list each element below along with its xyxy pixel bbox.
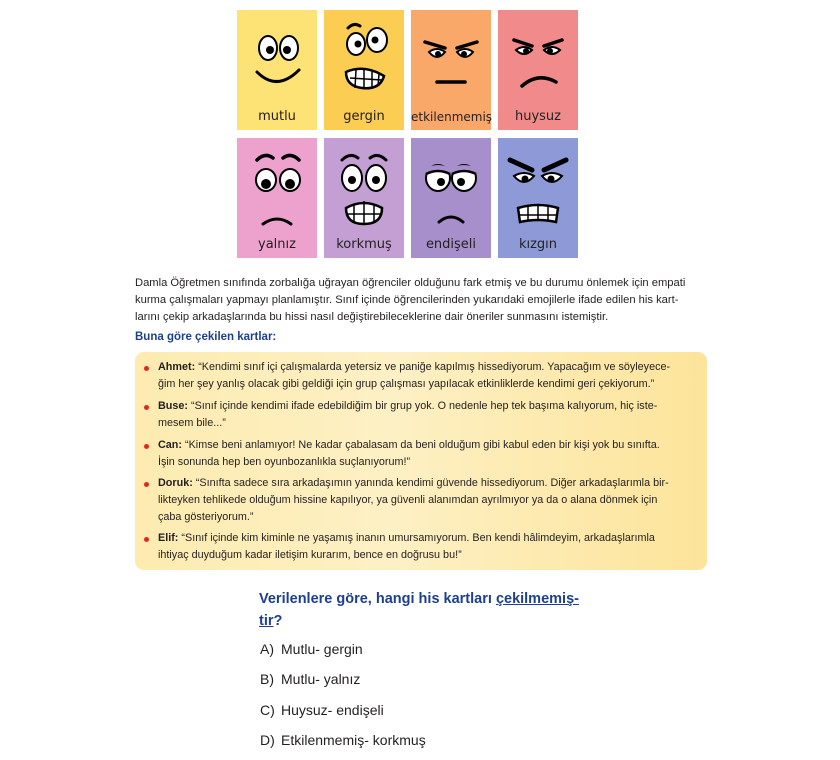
statement-can [158, 437, 700, 471]
statement-text: “Kendimi sınıf içi çalışmalarda yetersiz ve paniğe kapılmış hissediyorum. Yapacağım ve söyleyece- [198, 361, 671, 373]
emotion-cards-grid [237, 10, 577, 260]
bullet-icon [144, 444, 149, 449]
bullet-icon [144, 482, 149, 487]
option-letter: B) [260, 671, 274, 687]
card-huysuz [498, 10, 578, 130]
card-yalniz [237, 138, 317, 258]
bullet-icon [144, 537, 149, 542]
option-text: Etkilenmemiş- korkmuş [281, 732, 426, 748]
statement-elif [158, 530, 700, 564]
option-a[interactable] [260, 641, 363, 657]
cards-heading: Buna göre çekilen kartlar: [135, 331, 277, 343]
statement-text: çaba gösteriyorum.” [158, 511, 254, 523]
card-korkmus [324, 138, 404, 258]
card-label: endişeli [425, 237, 477, 252]
speaker-name: Buse: [158, 400, 188, 412]
speaker-name: Doruk: [158, 477, 193, 489]
statement-text: “Sınıf içinde kim kiminle ne yaşamış inanın umursamıyorum. Ben kendi hâlimdeyim, arkadaşlarımla [181, 532, 655, 544]
statement-text: “Sınıf içinde kendimi ifade edebildiğim bir grup yok. O nedenle hep tek başıma kalıyorum, hiç iste- [191, 400, 658, 412]
statement-text: “Sınıfta sadece sıra arkadaşımın yanında kendimi güvende hissediyorum. Diğer arkadaşlarımla bir- [195, 477, 669, 489]
question-text [259, 588, 581, 632]
card-kizgin [498, 138, 578, 258]
option-text: Huysuz- endişeli [281, 702, 384, 718]
speaker-name: Elif: [158, 532, 179, 544]
option-text: Mutlu- yalnız [281, 671, 361, 687]
card-etkilenmemis [411, 10, 491, 130]
card-mutlu [237, 10, 317, 130]
statement-text: ğim her şey yanlış olacak gibi geldiği için grup çalışması yapılacak etkinliklerde kendimi geri çekiyorum.” [158, 378, 655, 390]
card-label: huysuz [514, 109, 561, 124]
speaker-name: Can: [158, 439, 182, 451]
option-b[interactable] [260, 671, 360, 687]
bullet-icon [144, 366, 149, 371]
statement-text: mesem bile...” [158, 417, 226, 429]
intro-paragraph [135, 275, 707, 326]
card-label: yalnız [258, 237, 296, 252]
option-letter: C) [260, 702, 275, 718]
intro-line: larını çekip arkadaşlarında bu hissi nasıl değiştirebileceklerine dair öneriler sunmasını istemiştir. [135, 311, 609, 323]
option-letter: A) [260, 641, 274, 657]
intro-line: Damla Öğretmen sınıfında zorbalığa uğrayan öğrenciler olduğunu fark etmiş ve bu durumu önlemek için empati [135, 277, 686, 289]
bullet-icon [144, 405, 149, 410]
intro-line: kurma çalışmaları yapmayı planlamıştır. Sınıf içinde öğrencilerinden yukarıdaki emojilerle ifade edilen his kart- [135, 294, 679, 306]
card-label: gergin [343, 109, 385, 124]
question-mark: ? [273, 613, 283, 629]
speaker-name: Ahmet: [158, 361, 196, 373]
card-endiseli [411, 138, 491, 258]
card-label: kızgın [518, 237, 558, 252]
statement-buse [158, 398, 700, 432]
statement-ahmet [158, 359, 700, 393]
statement-text: ihtiyaç duyduğum kadar iletişim kurarım, bence en doğrusu bu!” [158, 549, 462, 561]
option-d[interactable] [260, 732, 426, 748]
card-gergin [324, 10, 404, 130]
statement-text: “Kimse beni anlamıyor! Ne kadar çabalasam da beni olduğum gibi kabul eden bir kişi yok bu sınıfta. [185, 439, 660, 451]
statement-text: İşin sonunda hep ben oyunbozanlıkla suçlanıyorum!” [158, 456, 411, 468]
card-label: etkilenmemiş [411, 110, 493, 124]
statement-doruk [158, 475, 700, 526]
question-emphasis: tir [259, 613, 274, 629]
statement-text: likteyken tehlikede olduğum hissine kapılıyor, ya güvenli alanımdan ayrılmıyor ya da o alana dönmek için [158, 494, 658, 506]
question-stem: Verilenlere göre, hangi his kartları [259, 591, 496, 607]
option-c[interactable] [260, 702, 384, 718]
question-emphasis: çekilmemiş- [495, 591, 579, 607]
card-label: korkmuş [336, 237, 392, 252]
option-text: Mutlu- gergin [281, 641, 363, 657]
card-label: mutlu [258, 109, 296, 124]
option-letter: D) [260, 732, 275, 748]
